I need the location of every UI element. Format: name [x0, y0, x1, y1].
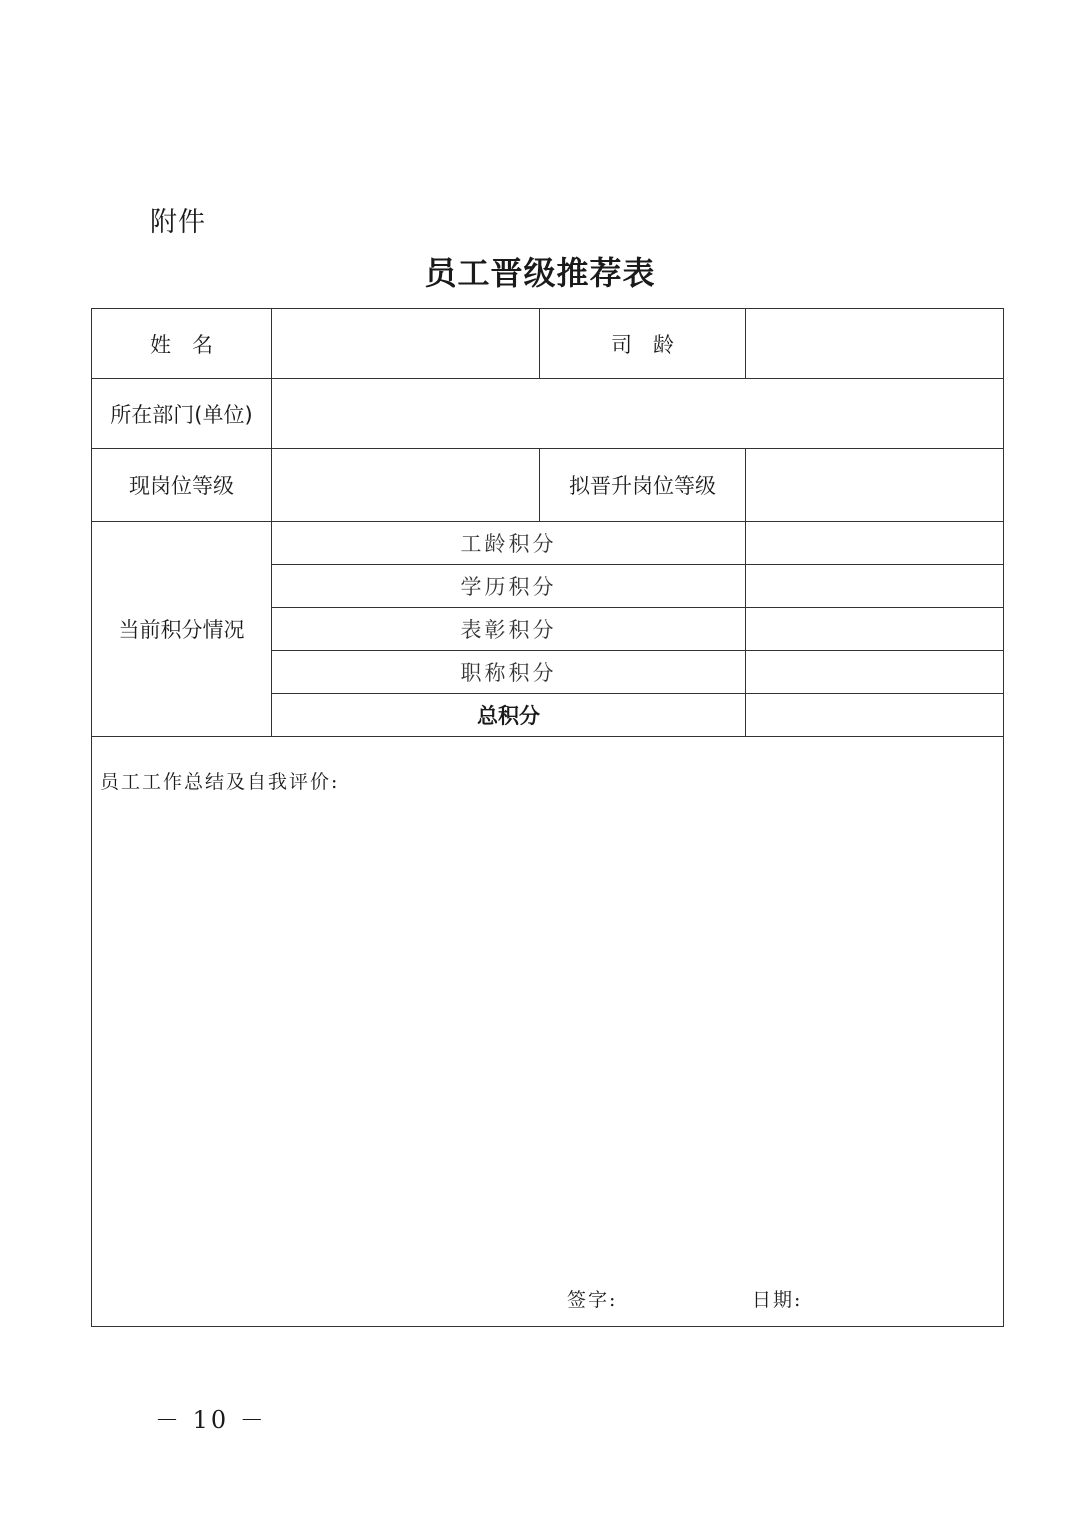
attachment-label: 附件 — [150, 207, 206, 238]
summary-section[interactable] — [92, 737, 1004, 1327]
page-number: － 10 － — [155, 1406, 267, 1434]
points-item-label: 职称积分 — [272, 651, 746, 694]
tenure-label: 司 龄 — [540, 309, 746, 379]
points-item-label: 工龄积分 — [272, 522, 746, 565]
department-label: 所在部门(单位) — [92, 379, 272, 449]
name-label: 姓 名 — [92, 309, 272, 379]
points-label: 当前积分情况 — [92, 522, 272, 737]
current-level-field[interactable] — [272, 449, 540, 522]
name-field[interactable] — [272, 309, 540, 379]
points-item-field[interactable] — [746, 608, 1004, 651]
department-field[interactable] — [272, 379, 1004, 449]
target-level-field[interactable] — [746, 449, 1004, 522]
points-item-field[interactable] — [746, 565, 1004, 608]
date-label: 日期: — [752, 1289, 803, 1311]
summary-label: 员工工作总结及自我评价: — [100, 771, 340, 793]
points-item-field[interactable] — [746, 651, 1004, 694]
total-points-field[interactable] — [746, 694, 1004, 737]
points-item-field[interactable] — [746, 522, 1004, 565]
target-level-label: 拟晋升岗位等级 — [540, 449, 746, 522]
total-points-label: 总积分 — [272, 694, 746, 737]
points-item-label: 学历积分 — [272, 565, 746, 608]
form-title: 员工晋级推荐表 — [424, 254, 656, 292]
signature-label: 签字: — [567, 1289, 618, 1311]
tenure-field[interactable] — [746, 309, 1004, 379]
current-level-label: 现岗位等级 — [92, 449, 272, 522]
recommendation-form — [91, 308, 1004, 1327]
points-item-label: 表彰积分 — [272, 608, 746, 651]
